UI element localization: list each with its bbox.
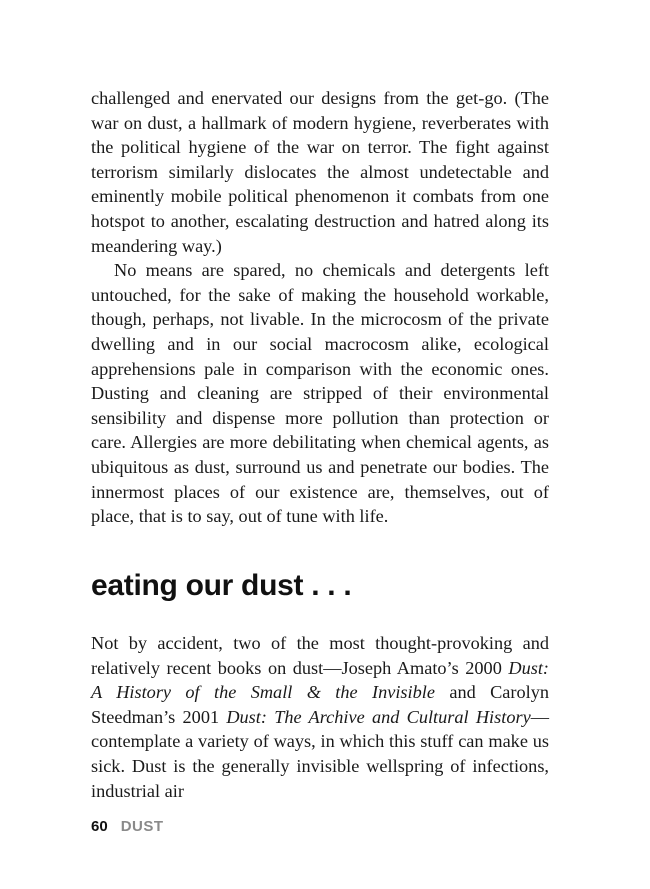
paragraph: No means are spared, no chemicals and detergents left untouched, for the sake of making the household workable, though, perhaps, not livable. In the microcosm of the private dwelling and in our social macrocosm alike, ecological apprehensions pale in comparison with the economic ones. Dusting and cleaning are stripped of their environmental sensibility and dispense more pollution than protection or care. Allergies are more debilitating when chemical agents, as ubiquitous as dust, surround us and penetrate our bodies. The innermost places of our existence are, themselves, out of place, that is to say, out of tune with life. bbox=[91, 260, 549, 527]
page-footer bbox=[91, 817, 164, 837]
paragraph: challenged and enervated our designs from the get-go. (The war on dust, a hallmark of modern hygiene, reverberates with the political hygiene of the war on terror. The fight against terrorism similarly dislocates the almost undetectable and eminently mobile political phenomenon it combats from one hotspot to another, escalating destruction and hatred along its meandering way.) bbox=[91, 88, 549, 256]
paragraph-text: Not by accident, two of the most thought-provoking and relatively recent books on dust—Joseph Amato’s 2000 bbox=[91, 633, 549, 678]
page-number: 60 bbox=[91, 818, 108, 835]
body-text-top bbox=[91, 86, 549, 529]
running-head: DUST bbox=[120, 818, 164, 835]
paragraph-text: and Carolyn Steedman’s 2001 bbox=[91, 682, 549, 727]
paragraph-text: —contemplate a variety of ways, in which this stuff can make us sick. Dust is the generally invisible wellspring of infections, industrial air bbox=[91, 706, 549, 801]
body-text-bottom bbox=[91, 631, 549, 803]
book-title: Dust: A History of the Small & the Invisible bbox=[91, 657, 549, 703]
book-title: Dust: The Archive and Cultural History bbox=[226, 706, 531, 727]
section-heading: eating our dust . . . bbox=[91, 569, 352, 602]
paragraph bbox=[91, 631, 549, 803]
